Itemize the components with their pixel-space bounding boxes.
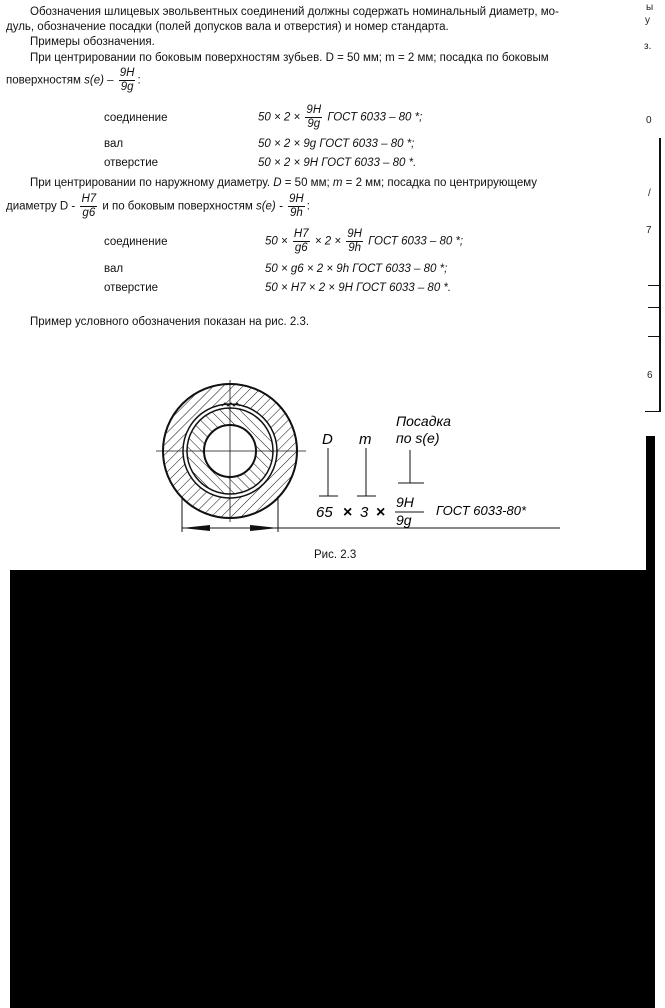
fraction-denominator: 9h [348,242,361,254]
paragraph-3-line-1: При центрировании по боковым поверхностям зубьев. D = 50 мм; m = 2 мм; посадка по боковым [30,52,549,64]
example1-label-shaft: вал [104,138,124,150]
formula-fraction-1 [293,228,310,255]
example2-label-shaft: вал [104,263,124,275]
label-m: m [359,431,372,448]
paragraph-4-part-e: = 2 мм; посадка по центрирующему [345,177,537,189]
figure-spline-connection [150,370,570,570]
formula-mid: × 2 × [314,235,342,248]
fraction-numerator: H7 [293,228,309,240]
figure-caption: Рис. 2.3 [314,549,357,561]
fraction-denominator: g6 [294,242,308,254]
paragraph-examples-heading: Примеры обозначения. [30,36,155,48]
paragraph-3-line-2 [6,67,141,94]
fraction-denominator: 9h [289,207,303,219]
margin-fragment: ы [646,2,654,13]
formula-prefix: 50 × 2 × [258,111,301,124]
colon: : [137,74,141,87]
label-fit-line-2: по s(e) [396,430,440,446]
dimension-arrow-right [250,525,278,531]
margin-tick [648,336,660,337]
paragraph-3-prefix: поверхностям [6,74,81,87]
fit-fraction-9H-9h [288,193,305,220]
example1-formula-connection [258,104,422,131]
scan-black-area [10,570,655,1008]
margin-fragment: з. [644,41,652,52]
example2-formula-connection [265,228,463,255]
paragraph-4-var: s(e) - [255,200,283,213]
fit-denominator: 9g [396,512,412,528]
colon: : [306,200,310,213]
example1-formula-hole: 50 × 2 × 9H ГОСТ 6033 – 80 *. [258,157,417,169]
example2-formula-hole: 50 × H7 × 2 × 9H ГОСТ 6033 – 80 *. [265,282,452,294]
formula-fraction [305,104,322,131]
formula-standard: ГОСТ 6033 – 80 *; [327,111,423,124]
label-D: D [322,431,333,448]
paragraph-figure-reference: Пример условного обозначения показан на рис. 2.3. [30,316,310,328]
example1-formula-shaft: 50 × 2 × 9g ГОСТ 6033 – 80 *; [258,138,415,150]
paragraph-4-var-m: m [332,177,343,189]
scan-black-strip [646,436,655,570]
example1-label-hole: отверстие [104,157,159,169]
example1-label-connection: соединение [104,112,168,124]
paragraph-1-line-2: дуль, обозначение посадки (полей допусков вала и отверстия) и номер стандарта. [6,21,449,33]
fit-numerator: 9H [396,494,414,510]
value-D: 65 [316,504,333,521]
paragraph-4-part-a: При центрировании по наружному диаметру. [30,177,271,189]
paragraph-4-mid: и по боковым поверхностям [102,200,253,213]
value-m: 3 [360,504,369,521]
fraction-numerator: 9H [289,193,304,205]
margin-fragment: / [648,188,651,199]
paragraph-4-part-c: = 50 мм; [284,177,330,189]
margin-fragment: 0 [646,115,652,126]
example2-label-connection: соединение [104,236,168,248]
fit-fraction-9H-9g [119,67,136,94]
fraction-numerator: 9H [119,67,135,79]
margin-fragment: у [645,15,650,26]
fraction-numerator: 9H [306,104,322,116]
fraction-numerator: 9H [347,228,362,240]
formula-fraction-2 [346,228,363,255]
label-fit-line-1: Посадка [396,413,451,429]
fraction-denominator: g6 [82,207,96,219]
paragraph-4-prefix: диаметру D - [6,200,76,213]
fraction-numerator: H7 [81,193,97,205]
times-sign-2: × [376,504,386,521]
paragraph-4-var-D: D [273,177,282,189]
margin-fragment: 6 [647,370,653,381]
margin-bracket-rule [659,138,661,412]
margin-tick [648,285,660,286]
example2-label-hole: отверстие [104,282,159,294]
times-sign-1: × [343,504,353,521]
paragraph-1-line-1: Обозначения шлицевых эвольвентных соединений должны содержать номинальный диаметр, мо- [30,6,559,18]
paragraph-4-line-1 [30,177,537,189]
margin-fragment: 7 [646,225,652,236]
formula-prefix: 50 × [265,235,288,248]
dimension-arrow-left [182,525,210,531]
fraction-denominator: 9g [120,81,134,93]
margin-bracket-foot [645,411,661,412]
paragraph-4-line-2 [6,193,310,220]
formula-standard: ГОСТ 6033 – 80 *; [368,235,464,248]
fraction-denominator: 9g [307,118,321,130]
fit-fraction-H7-g6 [80,193,97,220]
standard-designation: ГОСТ 6033-80* [436,503,527,518]
margin-tick [648,307,660,308]
paragraph-3-var: s(e) – [84,74,114,87]
example2-formula-shaft: 50 × g6 × 2 × 9h ГОСТ 6033 – 80 *; [265,263,448,275]
